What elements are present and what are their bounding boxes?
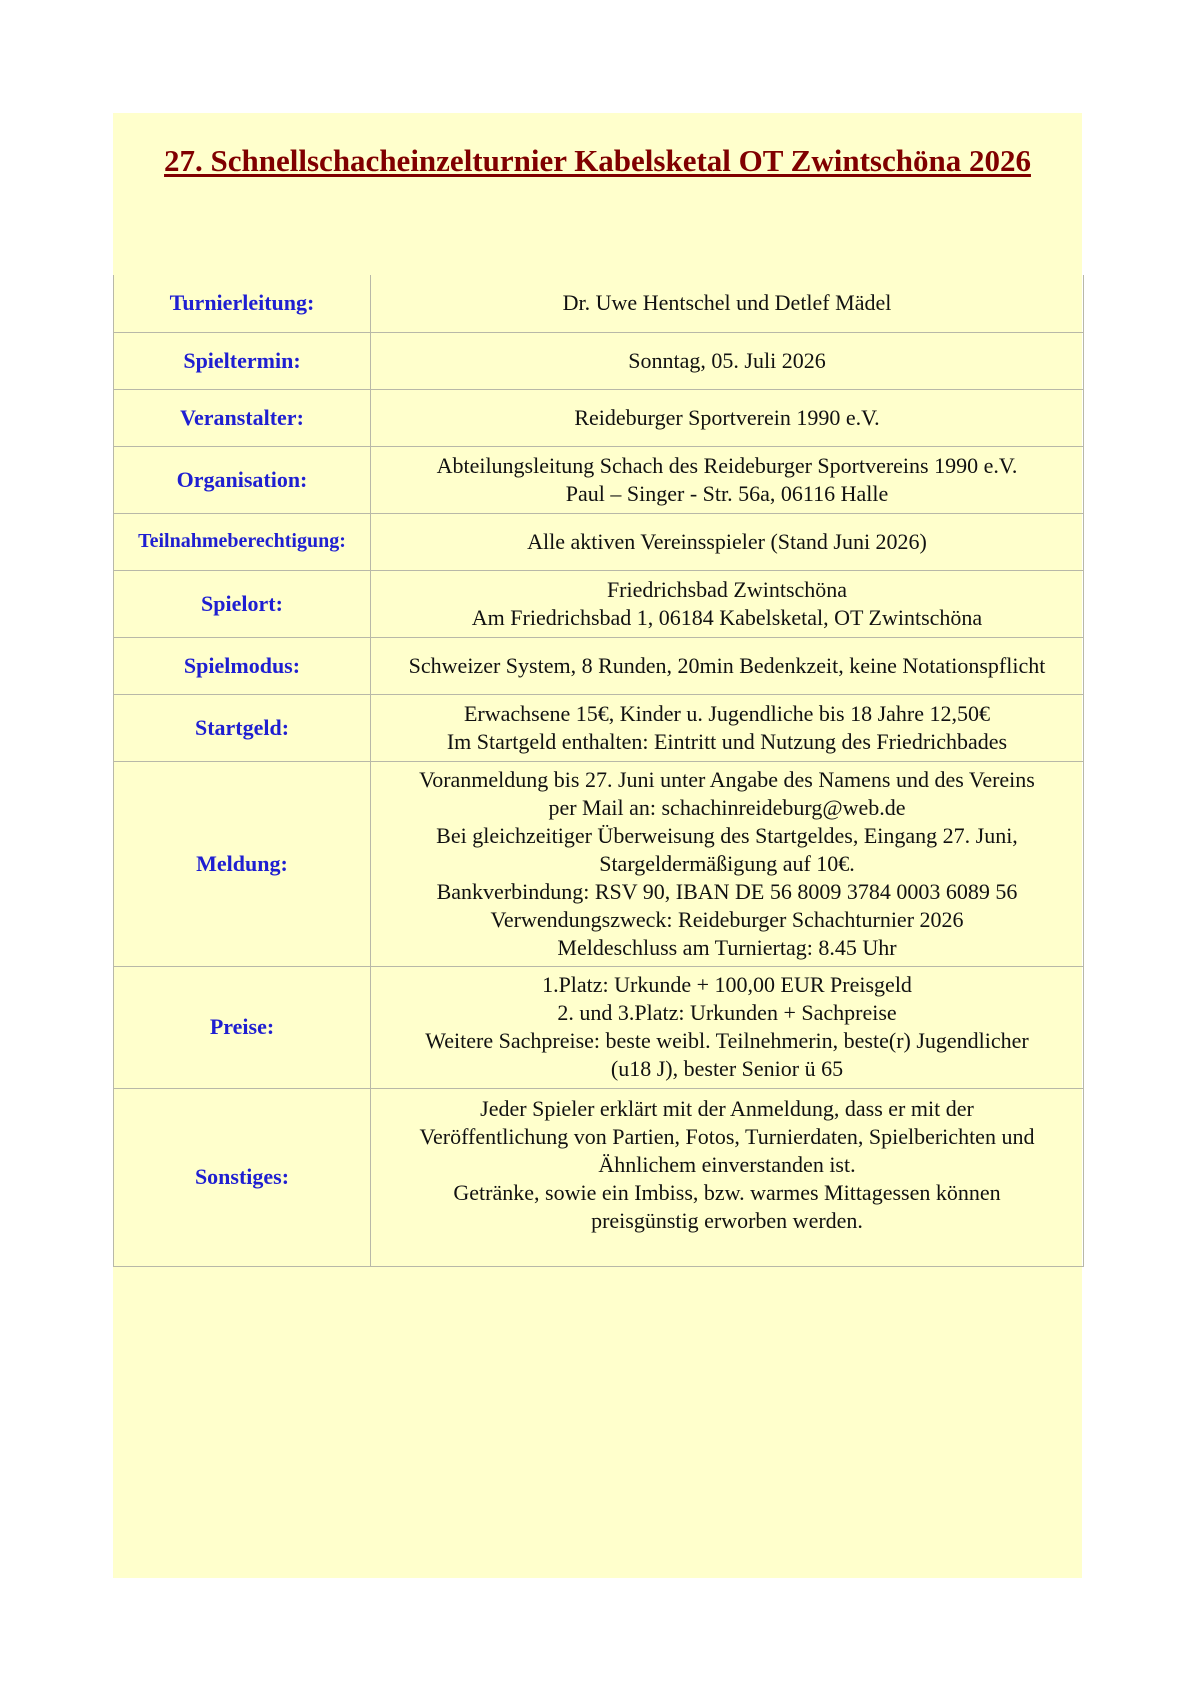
row-sonstiges xyxy=(114,1088,1084,1266)
row-teilnahmeberechtigung xyxy=(114,513,1084,570)
value-line: (u18 J), bester Senior ü 65 xyxy=(610,1056,844,1081)
row-value xyxy=(371,570,1084,637)
value-line: Meldeschluss am Turniertag: 8.45 Uhr xyxy=(557,934,897,960)
row-value xyxy=(371,1088,1084,1266)
row-label: Turnierleitung: xyxy=(114,275,371,332)
row-value xyxy=(371,446,1084,513)
value-line: Stargeldermäßigung auf 10€. xyxy=(599,850,855,876)
value-line: Jeder Spieler erklärt mit der Anmeldung, dass er mit der xyxy=(480,1095,974,1121)
row-value xyxy=(371,761,1084,966)
row-label: Spielort: xyxy=(114,570,371,637)
row-label: Spieltermin: xyxy=(114,332,371,389)
row-label: Meldung: xyxy=(114,761,371,966)
value-line: Dr. Uwe Hentschel und Detlef Mädel xyxy=(562,290,892,316)
row-label: Teilnahmeberechtigung: xyxy=(114,513,371,570)
row-label: Preise: xyxy=(114,966,371,1088)
row-value xyxy=(371,513,1084,570)
row-value xyxy=(371,694,1084,761)
value-line: Voranmeldung bis 27. Juni unter Angabe des Namens und des Vereins xyxy=(419,766,1035,792)
value-line: Im Startgeld enthalten: Eintritt und Nutzung des Friedrichbades xyxy=(446,728,1008,754)
row-value xyxy=(371,389,1084,446)
value-line: Reideburger Sportverein 1990 e.V. xyxy=(574,404,880,430)
value-line: 1.Platz: Urkunde + 100,00 EUR Preisgeld xyxy=(542,972,912,997)
value-line: Sonntag, 05. Juli 2026 xyxy=(628,347,826,373)
value-line: Paul – Singer - Str. 56a, 06116 Halle xyxy=(565,480,889,506)
value-line: Getränke, sowie ein Imbiss, bzw. warmes Mittagessen können xyxy=(453,1179,1001,1205)
value-line: 2. und 3.Platz: Urkunden + Sachpreise xyxy=(557,1000,897,1025)
value-line: Ähnlichem einverstanden ist. xyxy=(598,1151,856,1177)
row-value xyxy=(371,966,1084,1088)
row-turnierleitung xyxy=(114,275,1084,332)
row-spielmodus xyxy=(114,637,1084,694)
value-line: preisgünstig erworben werden. xyxy=(591,1207,863,1233)
value-line: Friedrichsbad Zwintschöna xyxy=(606,576,848,602)
row-preise xyxy=(114,966,1084,1088)
row-organisation xyxy=(114,446,1084,513)
row-meldung xyxy=(114,761,1084,966)
value-line: Bei gleichzeitiger Überweisung des Startgeldes, Eingang 27. Juni, xyxy=(436,822,1018,848)
document-title: 27. Schnellschacheinzelturnier Kabelsketal OT Zwintschöna 2026 xyxy=(164,143,1031,178)
tournament-info-table xyxy=(113,275,1084,1267)
row-label: Sonstiges: xyxy=(114,1088,371,1266)
value-line: Am Friedrichsbad 1, 06184 Kabelsketal, OT Zwintschöna xyxy=(471,604,983,630)
value-line: Alle aktiven Vereinsspieler (Stand Juni 2026) xyxy=(527,528,927,554)
value-line: Erwachsene 15€, Kinder u. Jugendliche bis 18 Jahre 12,50€ xyxy=(463,700,991,726)
row-startgeld xyxy=(114,694,1084,761)
value-line: Schweizer System, 8 Runden, 20min Bedenkzeit, keine Notationspflicht xyxy=(408,652,1046,678)
value-line: Abteilungsleitung Schach des Reideburger Sportvereins 1990 e.V. xyxy=(436,452,1018,478)
value-line: Verwendungszweck: Reideburger Schachturnier 2026 xyxy=(490,906,964,932)
row-label: Organisation: xyxy=(114,446,371,513)
value-line: Weitere Sachpreise: beste weibl. Teilnehmerin, beste(r) Jugendlicher xyxy=(425,1028,1029,1053)
row-spieltermin xyxy=(114,332,1084,389)
row-value xyxy=(371,637,1084,694)
row-value xyxy=(371,332,1084,389)
row-spielort xyxy=(114,570,1084,637)
row-veranstalter xyxy=(114,389,1084,446)
value-line: Veröffentlichung von Partien, Fotos, Turnierdaten, Spielberichten und xyxy=(419,1123,1035,1149)
row-value xyxy=(371,275,1084,332)
row-label: Startgeld: xyxy=(114,694,371,761)
value-line: Bankverbindung: RSV 90, IBAN DE 56 8009 3784 0003 6089 56 xyxy=(436,878,1018,904)
row-label: Veranstalter: xyxy=(114,389,371,446)
row-label: Spielmodus: xyxy=(114,637,371,694)
document-page xyxy=(113,113,1082,1578)
value-line: per Mail an: schachinreideburg@web.de xyxy=(548,794,906,820)
